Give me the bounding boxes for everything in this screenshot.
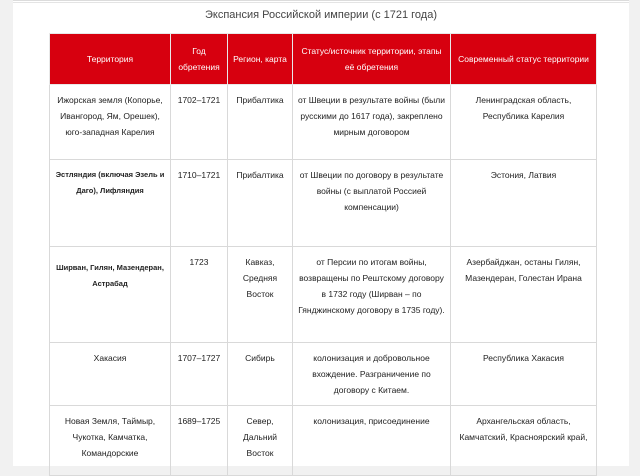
cell-region: Север, Дальний Восток <box>228 406 293 476</box>
cell-modern-status: Эстония, Латвия <box>451 160 597 247</box>
cell-region: Прибалтика <box>228 160 293 247</box>
cell-year: 1710–1721 <box>171 160 228 247</box>
cell-year: 1702–1721 <box>171 85 228 160</box>
cell-year: 1707–1727 <box>171 343 228 406</box>
cell-territory: Эстляндия (включая Эзель и Даго), Лифляндия <box>50 160 171 247</box>
divider <box>13 2 629 3</box>
table-caption: Экспансия Российской империи (с 1721 года) <box>205 9 437 21</box>
cell-status: от Швеции в результате войны (были русскими до 1617 года), закреплено мирным договором <box>293 85 451 160</box>
header-modern-status: Современный статус территории <box>451 34 597 85</box>
table-row <box>50 160 597 247</box>
cell-territory: Новая Земля, Таймыр, Чукотка, Камчатка, Командорские <box>50 406 171 476</box>
cell-status: от Швеции по договору в результате войны (с выплатой Россией компенсации) <box>293 160 451 247</box>
cell-status: от Персии по итогам войны, возвращены по Рештскому договору в 1732 году (Ширван – по Гянджинскому договору в 1735 году). <box>293 247 451 343</box>
cell-modern-status: Архангельская область, Камчатский, Красноярский край, <box>451 406 597 476</box>
table-row <box>50 406 597 476</box>
cell-region: Прибалтика <box>228 85 293 160</box>
table-row <box>50 85 597 160</box>
cell-year: 1723 <box>171 247 228 343</box>
cell-modern-status: Ленинградская область, Республика Карелия <box>451 85 597 160</box>
cell-modern-status: Азербайджан, останы Гилян, Мазендеран, Голестан Ирана <box>451 247 597 343</box>
cell-region: Кавказ, Средняя Восток <box>228 247 293 343</box>
cell-status: колонизация, присоединение <box>293 406 451 476</box>
cell-year: 1689–1725 <box>171 406 228 476</box>
cell-territory: Хакасия <box>50 343 171 406</box>
header-territory: Территория <box>50 34 171 85</box>
divider <box>13 0 629 1</box>
article-page <box>13 0 629 466</box>
cell-territory: Ижорская земля (Копорье, Ивангород, Ям, Орешек), юго-западная Карелия <box>50 85 171 160</box>
cell-status: колонизация и добровольное вхождение. Разграничение по договору с Китаем. <box>293 343 451 406</box>
table-header-row <box>50 34 597 85</box>
table-row <box>50 247 597 343</box>
header-status: Статус/источник территории, этапы её обретения <box>293 34 451 85</box>
cell-territory: Ширван, Гилян, Мазендеран, Астрабад <box>50 247 171 343</box>
table-row <box>50 343 597 406</box>
header-region: Регион, карта <box>228 34 293 85</box>
cell-region: Сибирь <box>228 343 293 406</box>
expansion-table <box>49 33 597 476</box>
cell-modern-status: Республика Хакасия <box>451 343 597 406</box>
header-year: Год обретения <box>171 34 228 85</box>
